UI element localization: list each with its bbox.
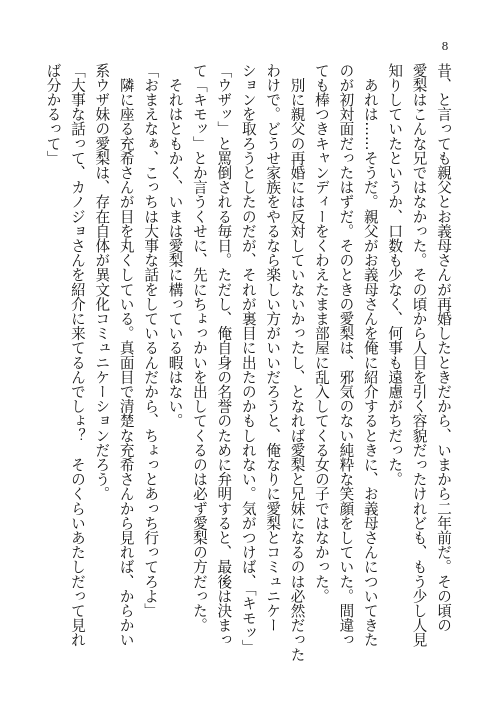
text-line: 「大事な話って、カノジョさんを紹介に来てるんでしょ？ そのくらいあたしだって見れ bbox=[68, 63, 86, 647]
text-line: ば分かるって」 bbox=[44, 63, 62, 166]
text-line: のが初対面だったはずだ。そのときの愛梨は、邪気のない純粋な笑顔をしていた。間違っ bbox=[337, 63, 355, 647]
text-line: 「ウザッ」と罵倒される毎日。ただし、俺自身の名誉のために弁明すると、最後は決まっ bbox=[215, 63, 233, 647]
text-line: ても棒つきキャンディーをくわえたまま部屋に乱入してくる女の子ではなかった。 bbox=[312, 63, 330, 604]
text-line: あれは……そうだ。親父がお義母さんを俺に紹介するときに、お義母さんについてきた bbox=[361, 63, 379, 647]
text-line: て「キモッ」とか言うくせに、先にちょっかいを出してくるのは必ず愛梨の方だった。 bbox=[190, 63, 208, 633]
text-line: 愛梨はこんな兄ではなかった。その頃から人目を引く容貌だったけれども、もう少し人見 bbox=[410, 63, 428, 647]
text-line: 系ウザ妹の愛梨は、存在自体が異文化コミュニケーションだろう。 bbox=[93, 63, 111, 501]
text-line: 隣に座る充希さんが目を丸くしている。真面目で清楚な充希さんから見れば、からかい bbox=[117, 63, 135, 647]
text-line: それはともかく、いまは愛梨に構っている暇はない。 bbox=[166, 63, 184, 428]
text-line: 知りしていたというか、口数も少なく、何事も遠慮がちだった。 bbox=[386, 63, 404, 487]
page-number: 8 bbox=[441, 40, 449, 53]
body-text bbox=[40, 63, 455, 675]
text-line: 「おまえなぁ、こっちは大事な話をしているんだから、ちょっとあっち行ってろよ」 bbox=[142, 63, 160, 618]
text-line: わけで。どうせ家族をやるなら楽しい方がいいだろうと、俺なりに愛梨とコミュニケー bbox=[264, 63, 282, 633]
text-line: ションを取ろうとしたのだが、それが裏目に出たのかもしれない。気がつけば、「キモッ」 bbox=[239, 63, 257, 655]
text-line: 昔、と言っても親父とお義母さんが再婚したときだから、いまから二年前だ。その頃の bbox=[435, 63, 452, 633]
text-line: 別に親父の再婚には反対していないかったし、となれば愛梨と兄妹になるのは必然だった bbox=[288, 63, 306, 662]
